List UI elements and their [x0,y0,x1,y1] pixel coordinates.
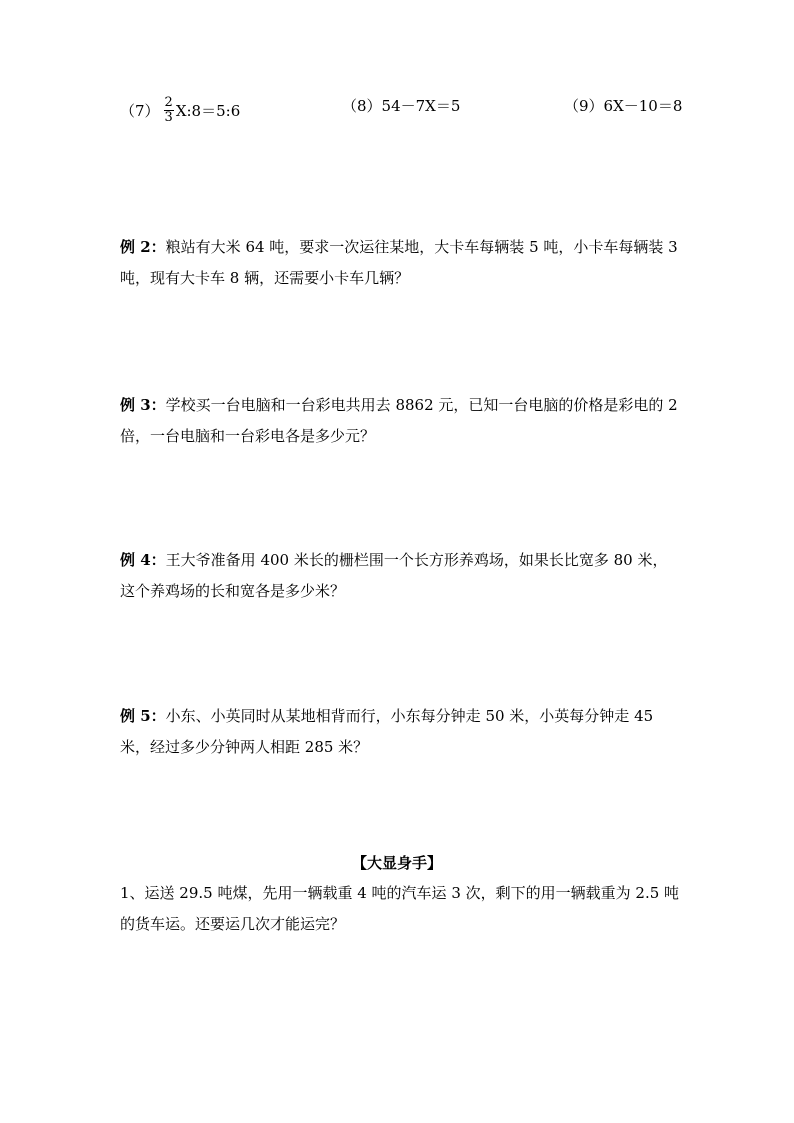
example-4-text: 王大爷准备用 400 米长的栅栏围一个长方形养鸡场，如果长比宽多 80 米，这个养鸡场的长和宽各是多少米？ [120,551,668,600]
equation-8 [342,96,460,116]
equation-9-text: （9）6X－10＝8 [564,97,683,115]
fraction-denominator: 3 [164,110,173,125]
equation-9 [564,96,682,116]
example-3 [120,390,680,452]
equation-7 [120,96,240,125]
example-4 [120,545,680,607]
example-3-label: 例 3： [120,396,166,414]
example-3-text: 学校买一台电脑和一台彩电共用去 8862 元，已知一台电脑的价格是彩电的 2 倍，一台电脑和一台彩电各是多少元？ [120,396,678,445]
exercise-1 [120,878,680,940]
exercise-1-text: 1、运送 29.5 吨煤，先用一辆载重 4 吨的汽车运 3 次，剩下的用一辆载重为 2.5 吨的货车运。还要运几次才能运完？ [120,884,680,933]
example-5 [120,701,680,763]
example-2-label: 例 2： [120,238,166,256]
example-2-text: 粮站有大米 64 吨，要求一次运往某地，大卡车每辆装 5 吨，小卡车每辆装 3 吨，现有大卡车 8 辆，还需要小卡车几辆？ [120,238,678,287]
example-4-label: 例 4： [120,551,166,569]
equation-8-text: （8）54－7X＝5 [342,97,461,115]
equation-7-number: （7） [120,101,160,120]
section-title: 【大显身手】 [351,854,442,872]
equation-7-rest: X:8＝5:6 [175,101,241,120]
example-2 [120,232,680,294]
example-5-text: 小东、小英同时从某地相背而行，小东每分钟走 50 米，小英每分钟走 45 米，经过多少分钟两人相距 285 米？ [120,707,654,756]
fraction-numerator: 2 [164,95,173,110]
fraction-two-thirds [164,96,174,125]
example-5-label: 例 5： [120,707,166,725]
